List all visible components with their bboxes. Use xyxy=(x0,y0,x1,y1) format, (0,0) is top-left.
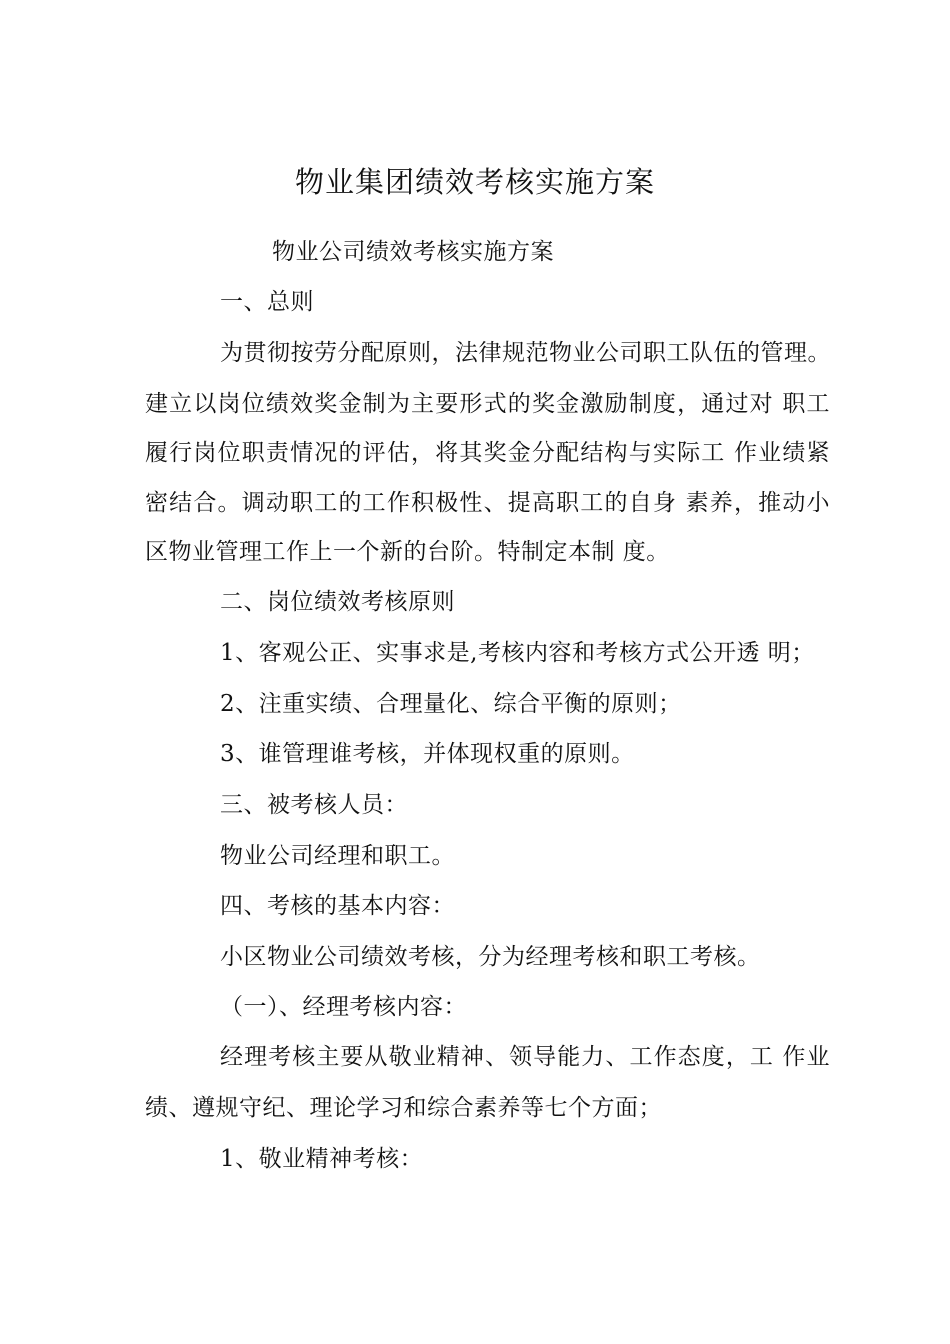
item-heading-dedication: 1、敬业精神考核： xyxy=(220,1146,424,1172)
paragraph-line: 建立以岗位绩效奖金制为主要形式的奖金激励制度，通过对 职工 xyxy=(145,391,830,417)
paragraph-line: 经理考核主要从敬业精神、领导能力、工作态度，工 作业 xyxy=(220,1044,830,1070)
paragraph-line: 履行岗位职责情况的评估，将其奖金分配结构与实际工 作业绩紧 xyxy=(145,440,830,466)
section-text: 物业公司经理和职工。 xyxy=(220,843,455,869)
section-heading-assessed-staff: 三、被考核人员： xyxy=(220,792,408,818)
paragraph-line: 为贯彻按劳分配原则，法律规范物业公司职工队伍的管理。 xyxy=(220,340,831,366)
section-heading-principles: 二、岗位绩效考核原则 xyxy=(220,589,455,615)
paragraph-line: 密结合。调动职工的工作积极性、提高职工的自身 素养，推动小 xyxy=(145,490,830,516)
section-heading-general: 一、总则 xyxy=(220,289,314,315)
document-title: 物业集团绩效考核实施方案 xyxy=(294,165,655,199)
section-heading-content: 四、考核的基本内容： xyxy=(220,893,455,919)
principle-item: 3、谁管理谁考核，并体现权重的原则。 xyxy=(220,741,635,767)
principle-item: 1、客观公正、实事求是,考核内容和考核方式公开透 明； xyxy=(220,640,815,666)
subsection-heading-manager: （一）、经理考核内容： xyxy=(220,994,467,1020)
paragraph-line: 区物业管理工作上一个新的台阶。特制定本制 度。 xyxy=(145,539,670,565)
paragraph-line: 绩、遵规守纪、理论学习和综合素养等七个方面； xyxy=(145,1095,662,1121)
document-subtitle: 物业公司绩效考核实施方案 xyxy=(272,239,554,265)
section-text: 小区物业公司绩效考核，分为经理考核和职工考核。 xyxy=(220,944,761,970)
principle-item: 2、注重实绩、合理量化、综合平衡的原则； xyxy=(220,691,682,717)
